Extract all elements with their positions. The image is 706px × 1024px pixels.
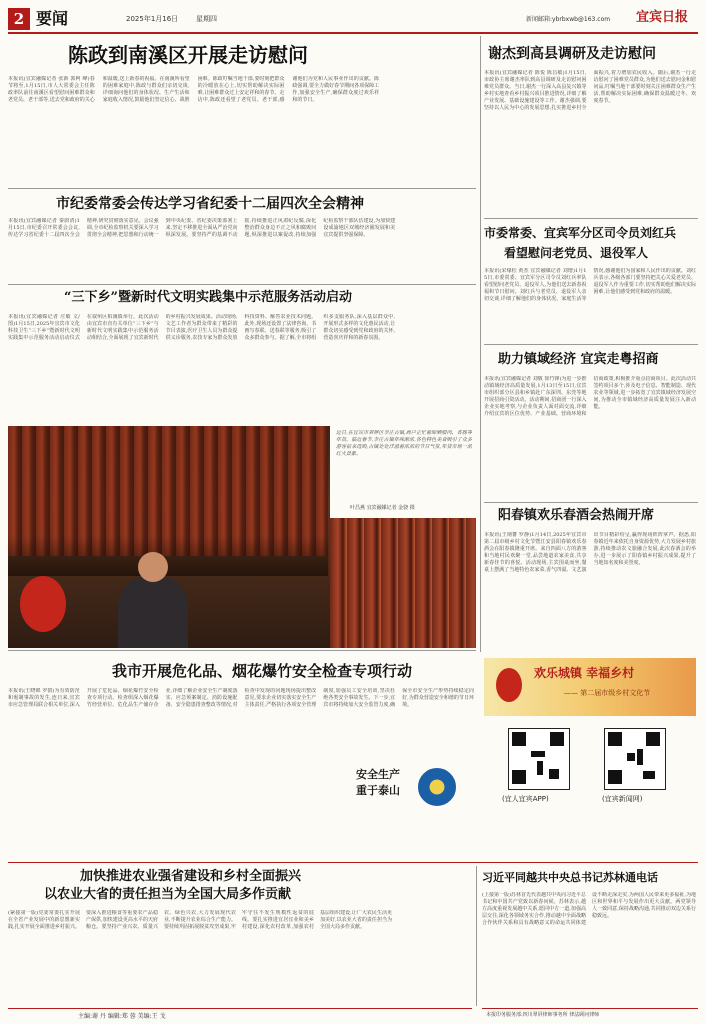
body-anquan: 本报讯(王晓锦 罗罄)为有效防范和遏制事故的发生,连日来,宜宾市应急管理局联合相关单位,深入开展了危化品、烟花爆竹安全检查专项行动。检查组深入烟花爆竹经营单位、危化品生产储存企业,详细了解企业安全生产制度落实、应急预案制定、消防设施配备、安全隐患排查整改等情况,对检查中发现的问题现场提出整改意见,要求企业切实落实安全生产主体责任,严格执行各项安全管理制度,加强员工安全培训,坚决杜绝各类安全事故发生。下一步,宜宾市将持续加大安全监管力度,确保全市安全生产形势持续稳定向好,为群众营造安全和谐的节日环境。 [8,688,474,708]
headline-xi: 习近平同越共中央总书记苏林通电话 [482,871,658,884]
article-nongye [8,866,472,1006]
safety-icon [418,768,456,806]
article-xi [482,866,698,1006]
footer-printer [482,1008,698,1021]
headline-jiwei: 市纪委常委会传达学习省纪委十二届四次全会精神 [56,196,364,212]
body-nongye: (紧接第一版)党委常委扎实开展在全省产业发展中的新思想新实践,扎实开展全面推进乡村振兴。要深入推进粮食等重要农产品稳产保供,加快建设更高水平的天府粮仓。要坚持产业兴农、质量兴农、绿色兴农,大力发展现代农业,不断提升农业综合生产能力。要持续巩固拓展脱贫攻坚成果,牢牢守住不发生规模性返贫的底线。要扎实推进宜居宜业和美乡村建设,深化农村改革,加强农村基层组织建设,让广大农民生活更加美好,以农业大省的责任担当为全国大局多作贡献。 [8,910,392,930]
banner-line1: 欢乐城镇 幸福乡村 [534,666,635,680]
news-email[interactable]: 新闻邮箱:ybrbxwb@163.com [526,16,611,23]
issue-date: 2025年1月16日 [126,15,179,23]
qr-section [484,722,698,852]
section-title: 要闻 [36,9,69,28]
body-yangchun: 本报讯(王钢蕃 罗静)1月14日,2025年宜宾市第二届市级乡村文化节暨江安县阳春镇欢乐春酒会在阳春镇隆重开席。来自四面八方的游客和当地村民欢聚一堂,品尝地道农家美食,共享新春佳节的喜悦。活动现场,主宾围桌而坐,餐桌上摆满了当地特色农家菜,香气四溢。文艺演出节目精彩纷呈,赢得现场阵阵掌声。据悉,阳春镇近年来依托自身资源优势,大力发展乡村旅游,持续推动农文旅融合发展,此次春酒会的举办,进一步展示了阳春镇乡村振兴成果,提升了当地知名度和美誉度。 [484,532,696,573]
banner-line2: —— 第二届市级乡村文化节 [564,689,651,697]
editor-credits: 主编:谢 丹 编辑:郑 蓉 美编:王 戈 [78,1013,166,1020]
headline-changwei-line2: 看望慰问老党员、退役军人 [504,246,649,260]
qr-code-web[interactable] [604,728,666,790]
bottom-rule [8,862,698,863]
safety-badge-line1: 安全生产 [356,768,400,781]
red-lantern [20,576,66,632]
qr-label-web: (宜宾新闻网) [602,795,643,803]
article-jiwei [8,192,476,282]
headline-nongye-line1: 加快推进农业强省建设和乡村全面振兴 [80,869,302,884]
safety-badge [348,762,458,812]
article-changwei [484,222,698,342]
footer-bar [8,1008,472,1021]
body-zhuli: 本报讯(宜宾融媒记者 刘敬 徐竹锋)为进一步推动镇域经济高质量发展,1月13日至15日,宜宾市组织部分区县和乡镇赴广东深圳、东莞等地开展招商引资活动。活动期间,招商团一行深入企业实地考察,与企业负责人面对面交流,详细介绍宜宾的区位优势、产业基础、营商环境和招商政策,积极推介重点招商项目。此次活动共签约项目多个,涉及电子信息、智能制造、现代农业等领域,进一步拓宽了宜宾镇域经济发展空间,为推动全市镇域经济高质量发展注入新动能。 [484,376,696,417]
qr-code-app[interactable] [508,728,570,790]
vendor-figure [118,576,188,648]
article-sanxiaxiang [8,288,476,424]
caption-panel [330,426,476,648]
photo-caption: 近日,在宜宾市翠屏区李庄古镇,商户正忙着晾晒腊肉、香肠等年货。临近春节,李庄古镇年味渐浓,各色特色美食吸引了众多游客前来选购,古镇处处洋溢着浓浓的节日气氛,年货市场一派红火景象。 [336,430,472,457]
article-chen-zheng [8,36,476,186]
body-xi: (上接第一版)苏林首先代表越共中央向习近平总书记和中国共产党致以新春问候。苏林表示,越方高度重视发展越中关系,愿同中方一道,加强高层交往,深化各领域务实合作,推动越中全面战略合作伙伴关系和具有战略意义的命运共同体建设不断走深走实,为两国人民带来更多福祉,为地区和世界和平与发展作出更大贡献。两党领导人一致同意,保持战略沟通,共同推动双边关系行稳致远。 [482,892,696,926]
photo-credit: 叶昌燕 宜宾融媒记者 金骁 摄 [350,505,415,511]
photo-cured-meat-vendor [8,426,476,648]
body-jiwei: 本报讯(宜宾融媒记者 秦蔚清)1月15日,市纪委召开常委会会议,传达学习省纪委十二届四次全会精神,研究贯彻落实意见。会议强调,全市纪检监察机关要深入学习贯彻全会精神,把思想和行动统一到中央纪委、省纪委决策部署上来,坚定不移推进全面从严治党向纵深发展。要坚持严的基调不动摇,持续推进正风肃纪反腐,深化整治群众身边不正之风和腐败问题,纵深推进以案促改,持续加强纪检监察干部队伍建设,为加快建设成渝地区双城经济圈发展和美宜宾提供坚强保障。 [8,218,396,238]
qr-label-app: (宜人宜宾APP) [502,795,549,803]
article-yangchun [484,506,698,718]
page-number-badge [8,8,30,30]
vendor-head [138,552,168,582]
headline-chen-zheng: 陈政到南溪区开展走访慰问 [68,43,308,67]
column-divider [480,36,481,652]
headline-changwei-line1: 市委常委、宜宾军分区司令员刘红兵 [484,226,677,240]
headline-xie-jie: 谢杰到高县调研及走访慰问 [488,46,656,62]
divider [484,218,698,219]
headline-zhuli: 助力镇域经济 宜宾走粤招商 [498,352,659,367]
body-xie-jie: 本报讯(宜宾融媒记者 陈悦 陈昌敏)1月15日,市政协主席谢杰率队到高县调研及走访慰问困难党员群众。当日,谢杰一行深入高县复兴镇等乡村实地查看乡村振兴项目推进情况,详细了解产业发展、基础设施建设等工作。谢杰强调,要坚持以人民为中心的发展思想,扎实推进乡村全面振兴,着力增加农民收入。随后,谢杰一行走访慰问了困难党员群众,为他们送去慰问金和慰问品,叮嘱当地干部要时刻关注困难群众生产生活,帮助解决实际困难,确保群众温暖过冬、欢度春节。 [484,70,696,111]
page-number: 2 [13,10,25,28]
festival-banner [484,658,696,716]
headline-nongye-line2: 以农业大省的责任担当为全国大局多作贡献 [44,887,292,902]
paper-logo: 宜宾日报 [636,10,689,25]
article-zhuli [484,348,698,500]
divider [484,344,698,345]
body-changwei: 本报讯(宋缘松 黄杰 宜宾融媒记者 刘增)1月15日,市委常委、宜宾军分区司令员刘红兵率队看望慰问老党员、退役军人,为他们送去新春祝福和节日慰问。刘红兵与老党员、退役军人亲切交谈,详细了解他们的身体状况、家庭生活等情况,感谢他们为国家和人民作出的贡献。刘红兵表示,各级各部门要坚持把关心关爱老党员、退役军人作为重要工作,切实帮助他们解决实际困难,让他们感受到党和政府的温暖。 [484,268,696,302]
issue-weekday: 星期四 [196,15,217,23]
rack-shadow [8,536,328,576]
safety-badge-line2: 重于泰山 [356,784,400,797]
column-divider [476,866,477,1006]
divider [8,284,476,285]
divider [8,650,476,651]
body-chen-zheng: 本报讯(宜宾融媒记者 张新 郭柯 峰)春节将至,1月15日,市人大常委会主任陈政率队前往南溪区看望慰问困难群众和老党员、老干部等,送去党和政府的关心和温暖,送上新春的祝福。在南溪所看望的困难家庭中,陈政与群众们亲切交谈,详细询问他们的身体状况、生产生活和家庭收入情况,鼓励他们坚定信心、战胜困难。陈政叮嘱当地干部,要时刻把群众的冷暖放在心上,切实帮助解决实际困难,让困难群众过上安定祥和的春节。走访中,陈政还看望了老党员、老干部,感谢他们为党和人民事业作出的贡献。陈政强调,要全力做好春节期间各项保障工作,加强安全生产,确保群众度过欢乐祥和的节日。 [8,76,380,103]
body-sanxiaxiang: 本报讯(宜宾融媒记者 庄敏 文/图)1月15日,2025年宜宾市文化科技卫生“三下乡”暨新时代文明实践集中示范服务活动启动仪式在叙州区柏溪镇举行。此次活动由宜宾市直有关单位“三下乡”与新时代文明实践集中示范服务活动相结合,全面展现了宜宾新时代的乡村振兴发展成果。活动现场,文艺工作者为群众带来了精彩的节目表演,医疗卫生人员为群众提供义诊服务,农技专家为群众发放科技资料、解答农业技术问题。此外,现场还设置了法律咨询、书画写春联、送春联等服务,吸引了众多群众参与。据了解,全市将组织多支服务队,深入基层群众中,开展形式多样的文化惠民活动,让群众切实感受到党和政府的关怀,营造喜庆祥和的新春氛围。 [8,314,396,341]
headline-yangchun: 阳春镇欢乐春酒会热闹开席 [498,508,655,523]
headline-sanxiaxiang: “三下乡”暨新时代文明实践集中示范服务活动启动 [64,290,352,305]
article-xie-jie [484,36,698,216]
header-rule [8,32,698,34]
printer-info: 本报印务服务部:四川翠屏律师事务所 律法顾问律师 [486,1012,600,1018]
sausage-detail [330,518,476,648]
page-header [8,8,698,30]
headline-anquan: 我市开展危化品、烟花爆竹安全检查专项行动 [112,662,413,680]
divider [8,188,476,189]
lantern-icon [496,668,522,702]
divider [484,502,698,503]
